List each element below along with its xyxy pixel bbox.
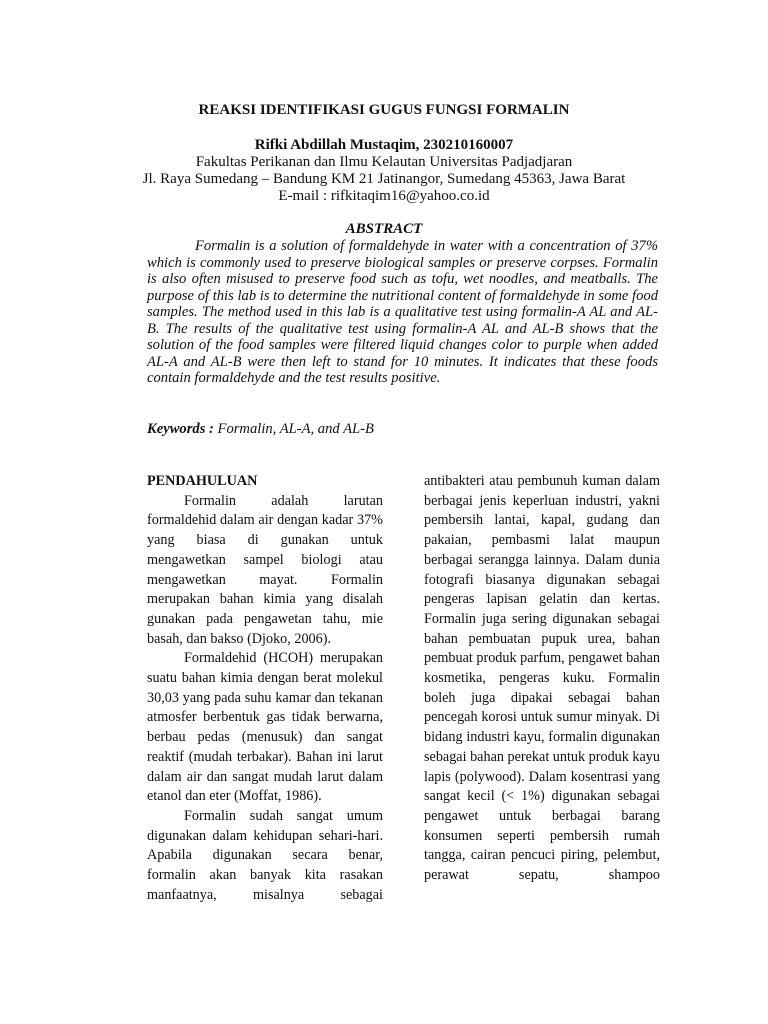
body-paragraph: Formalin adalah larutan formaldehid dalam air dengan kadar 37% yang biasa di gunakan untuk mengawetkan sampel biologi atau mengawetkan mayat. Formalin merupakan bahan kimia yang disalah gunakan pada pengawetan tahu, mie basah, dan bakso (Djoko, 2006). [147,492,383,647]
body-paragraph: antibakteri atau pembunuh kuman dalam berbagai jenis keperluan industri, yakni pembersih lantai, kapal, gudang dan pakaian, pembasmi lalat maupun berbagai serangga lainnya. Dalam dunia fotografi biasanya digunakan sebagai pengeras lapisan gelatin dan kertas. Formalin juga sering digunakan sebagai bahan pembuatan pupuk urea, bahan pembuat produk parfum, pengawet bahan kosmetika, pengeras kuku. Formalin boleh juga dipakai sebagai bahan pencegah korosi untuk sumur minyak. Di bidang industri kayu, formalin digunakan sebagai bahan perekat untuk produk kayu lapis (polywood). Dalam kosentrasi yang sangat kecil (< 1%) digunakan sebagai pengawet untuk berbagai barang konsumen seperti pembersih rumah tangga, cairan pencuci piring, pelembut, perawat sepatu, shampoo [424,473,660,884]
abstract-body: Formalin is a solution of formaldehyde in water with a concentration of 37% which is commonly used to preserve biological samples or preserve corpses. Formalin is also often misused to preserve food such as tofu, wet noodles, and meatballs. The purpose of this lab is to determine the nutritional content of formaldehyde in some food samples. The method used in this lab is a qualitative test using formalin-A AL and AL-B. The results of the qualitative test using formalin-A AL and AL-B shows that the solution of the food samples were filtered liquid changes color to purple when added AL-A and AL-B were then left to stand for 10 minutes. It indicates that these foods contain formaldehyde and the test results positive. [147,238,658,386]
affiliation-faculty: Fakultas Perikanan dan Ilmu Kelautan Universitas Padjadjaran [195,154,573,170]
body-paragraph: Formalin sudah sangat umum digunakan dalam kehidupan sehari-hari. Apabila digunakan secara benar, formalin akan banyak kita rasakan manfaatnya, misalnya sebagai [147,807,383,903]
affiliation-address: Jl. Raya Sumedang – Bandung KM 21 Jatinangor, Sumedang 45363, Jawa Barat [142,171,626,187]
body-paragraph: Formaldehid (HCOH) merupakan suatu bahan kimia dengan berat molekul 30,03 yang pada suhu kamar dan tekanan atmosfer berbentuk gas tidak berwarna, berbau pedas (menusuk) dan sangat reaktif (mudah terbakar). Bahan ini larut dalam air dan sangat mudah larut dalam etanol dan eter (Moffat, 1986). [147,650,383,805]
keywords-line [147,421,658,438]
keywords-text: Formalin, AL-A, and AL-B [213,421,374,437]
right-column [424,472,660,886]
paper-title: REAKSI IDENTIFIKASI GUGUS FUNGSI FORMALIN [198,102,570,118]
abstract-heading: ABSTRACT [345,221,423,237]
section-heading: PENDAHULUAN [147,473,258,489]
keywords-label: Keywords : [147,421,214,437]
author-line: Rifki Abdillah Mustaqim, 230210160007 [254,137,514,153]
left-column [147,472,383,905]
author-email: E-mail : rifkitaqim16@yahoo.co.id [278,188,490,204]
